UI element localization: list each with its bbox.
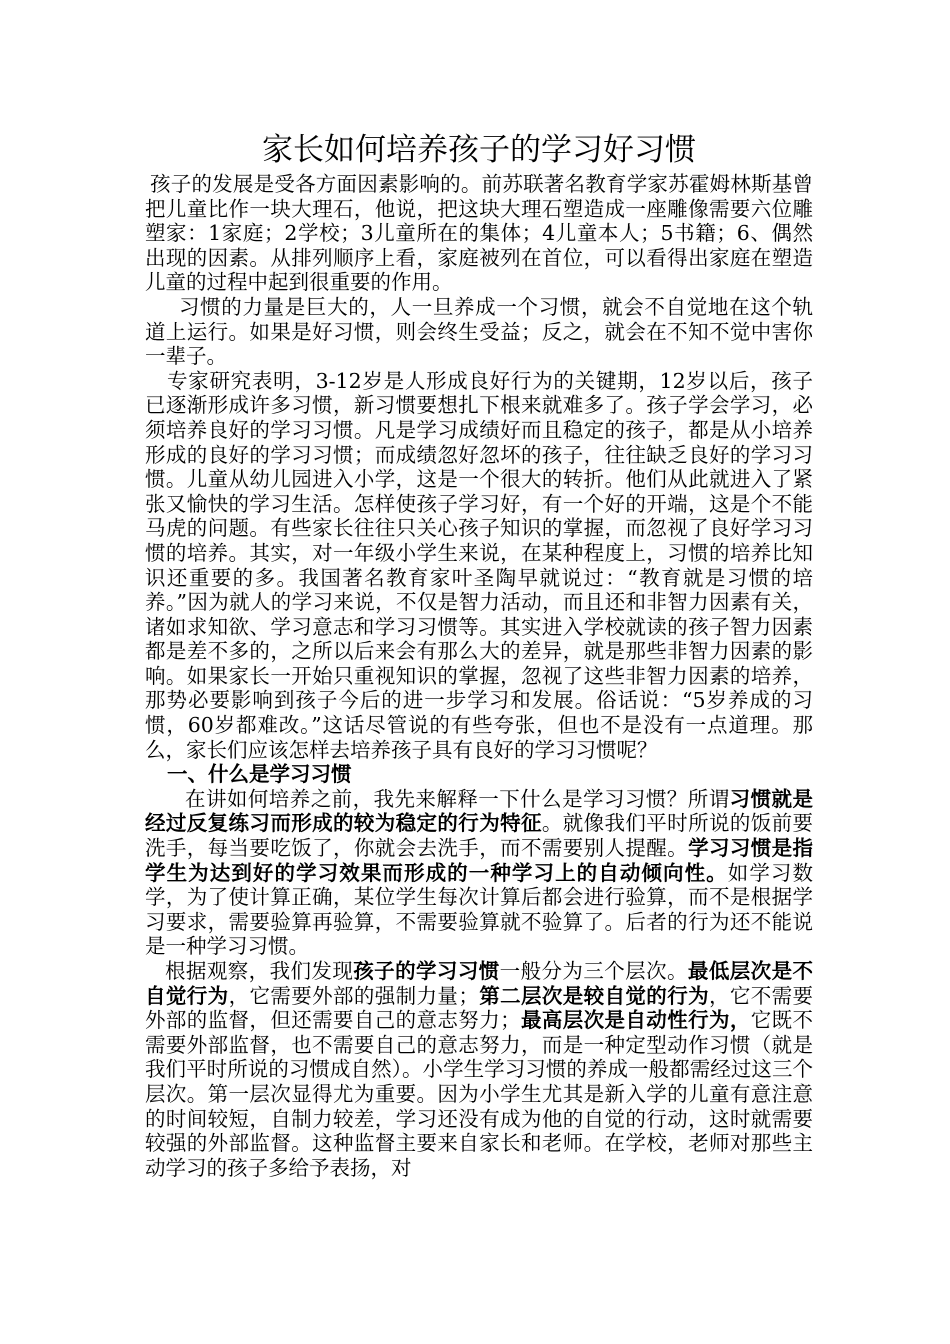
paragraph-habit-definition [145, 787, 813, 959]
bold-text-run: 孩子的学习习惯 [353, 959, 500, 983]
document-title: 家长如何培养孩子的学习好习惯 [262, 132, 696, 168]
bold-text-run: 学习习惯是指学生为达到好的学习效果而形成的一种学习上的自动倾向性。 [145, 836, 814, 885]
bold-text-run: 最高层次是自动性行为， [520, 1008, 751, 1033]
bold-text-run: 习惯就是经过反复练习而形成的较为稳定的行为特征 [145, 786, 814, 836]
paragraph-habit-levels [145, 959, 813, 1180]
bold-text-run: 最低层次是不自觉行为 [145, 959, 814, 1008]
section-heading-what-is-habit: 一、什么是学习习惯 [167, 762, 352, 787]
paragraph-habit-power: 习惯的力量是巨大的，人一旦养成一个习惯，就会不自觉地在这个轨道上运行。如果是好习惯，则会终生受益；反之，就会在不知不觉中害你一辈子。 [145, 294, 813, 369]
document-page [145, 128, 813, 1180]
paragraph-intro: 孩子的发展是受各方面因素影响的。前苏联著名教育学家苏霍姆林斯基曾把儿童比作一块大理石，他说，把这块大理石塑造成一座雕像需要六位雕塑家：1家庭；2学校；3儿童所在的集体；4儿童本人；5书籍；6、偶然出现的因素。从排列顺序上看，家庭被列在首位，可以看得出家庭在塑造儿童的过程中起到很重要的作用。 [145, 172, 813, 295]
text-run: 一般分为三个层次。 [499, 959, 688, 983]
text-run: ，它需要外部的强制力量； [228, 983, 479, 1008]
text-run: 根据观察，我们发现 [165, 959, 354, 983]
paragraph-expert-research: 专家研究表明，3-12岁是人形成良好行为的关键期，12岁以后，孩子已逐渐形成许多习惯，新习惯要想扎下根来就难多了。孩子学会学习，必须培养良好的学习习惯。凡是学习成绩好而且稳定的孩子，都是从小培养形成的良好的学习习惯；而成绩忽好忽坏的孩子，往往缺乏良好的学习习惯。儿童从幼儿园进入小学，这是一个很大的转折。他们从此就进入了紧张又愉快的学习生活。怎样使孩子学习好，有一个好的开端，这是个不能马虎的问题。有些家长往往只关心孩子知识的掌握，而忽视了良好学习习惯的培养。其实，对一年级小学生来说，在某种程度上，习惯的培养比知识还重要的多。我国著名教育家叶圣陶早就说过：“教育就是习惯的培养。”因为就人的学习来说，不仅是智力活动，而且还和非智力因素有关，诸如求知欲、学习意志和学习习惯等。其实进入学校就读的孩子智力因素都是差不多的，之所以后来会有那么大的差异，就是那些非智力因素的影响。如果家长一开始只重视知识的掌握，忽视了这些非智力因素的培养，那势必要影响到孩子今后的进一步学习和发展。俗话说：“5岁养成的习惯，60岁都难改。”这话尽管说的有些夸张，但也不是没有一点道理。那么，家长们应该怎样去培养孩子具有良好的学习习惯呢？ [145, 368, 813, 762]
text-run: 如学习数学，为了使计算正确，某位学生每次计算后都会进行验算，而不是根据学习要求，需要验算再验算，不需要验算就不验算了。后者的行为还不能说是一种学习习惯。 [145, 860, 813, 959]
text-run: 。就像我们平时所说的饭前要洗手，每当要吃饭了，你就会去洗手，而不需要别人提醒。 [145, 811, 814, 861]
text-run: 它既不需要外部监督，也不需要自己的意志努力，而是一种定型动作习惯（就是我们平时所说的习惯成自然）。小学生学习习惯的养成一般都需经过这三个层次。第一层次显得尤为重要。因为小学生尤其是新入学的儿童有意注意的时间较短，自制力较差，学习还没有成为他的自觉的行动，这时就需要较强的外部监督。这种监督主要来自家长和老师。在学校，老师对那些主动学习的孩子多给予表扬，对 [145, 1008, 814, 1180]
text-run: 在讲如何培养之前，我先来解释一下什么是学习习惯？所谓 [185, 786, 730, 811]
bold-text-run: 第二层次是较自觉的行为 [478, 983, 709, 1008]
text-run: ，它不需要外部的监督，但还需要自己的意志努力； [145, 983, 814, 1033]
